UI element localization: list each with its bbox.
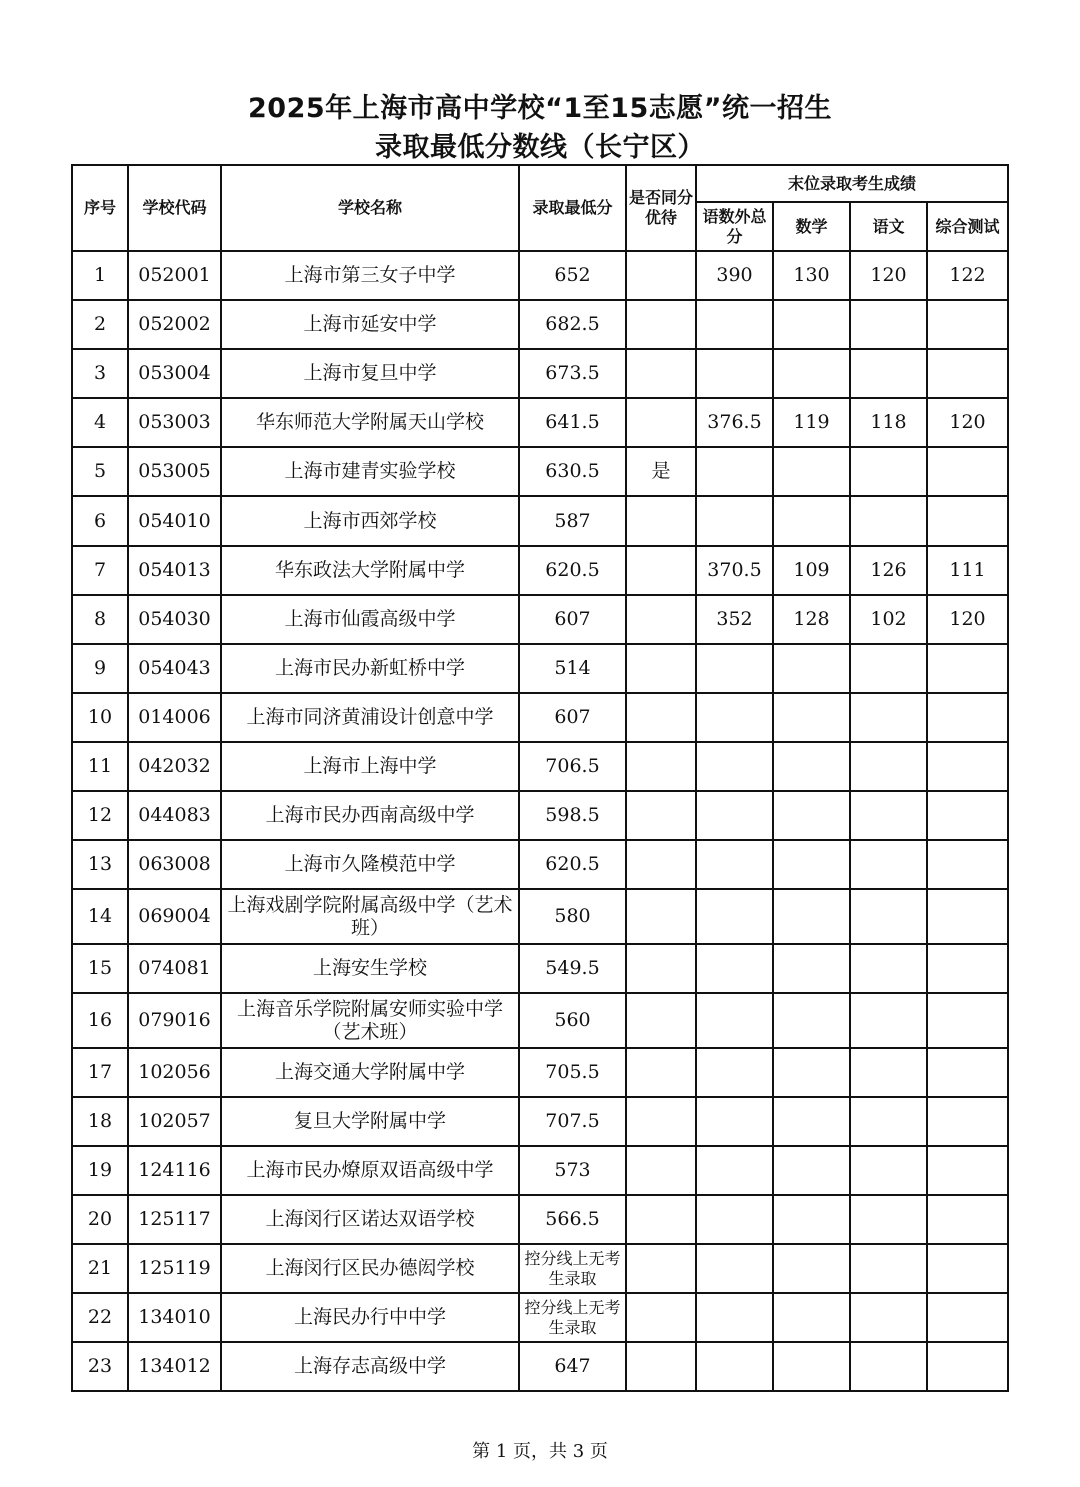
- row-index-cell: 3: [72, 349, 128, 398]
- tie-priority-cell: [626, 595, 696, 644]
- row-index-cell: 7: [72, 546, 128, 595]
- tie-priority-cell: [626, 644, 696, 693]
- last-comprehensive-cell: 111: [927, 546, 1008, 595]
- last-chinese-cell: [850, 1048, 927, 1097]
- row-index-cell: 16: [72, 993, 128, 1048]
- last-comprehensive-cell: [927, 1048, 1008, 1097]
- last-total-cell: 352: [696, 595, 773, 644]
- min-score-cell: 630.5: [519, 447, 626, 496]
- table-row: [72, 398, 1008, 447]
- last-chinese-cell: [850, 1342, 927, 1391]
- school-name-cell: 上海音乐学院附属安师实验中学（艺术班）: [221, 993, 519, 1048]
- table-row: [72, 1244, 1008, 1293]
- school-name-cell: 华东政法大学附属中学: [221, 546, 519, 595]
- last-comprehensive-cell: 122: [927, 251, 1008, 300]
- row-index-cell: 9: [72, 644, 128, 693]
- table-row: [72, 1097, 1008, 1146]
- last-comprehensive-cell: [927, 889, 1008, 944]
- tie-priority-cell: [626, 840, 696, 889]
- last-total-cell: [696, 349, 773, 398]
- last-total-cell: [696, 993, 773, 1048]
- last-math-cell: [773, 1293, 850, 1342]
- row-index-cell: 2: [72, 300, 128, 349]
- tie-priority-cell: [626, 300, 696, 349]
- last-chinese-cell: [850, 1195, 927, 1244]
- row-index-cell: 8: [72, 595, 128, 644]
- min-score-cell: 620.5: [519, 840, 626, 889]
- school-code-cell: 054030: [128, 595, 221, 644]
- school-name-cell: 华东师范大学附属天山学校: [221, 398, 519, 447]
- last-chinese-cell: [850, 944, 927, 993]
- min-score-cell: 549.5: [519, 944, 626, 993]
- min-score-cell: 控分线上无考生录取: [519, 1244, 626, 1293]
- min-score-cell: 560: [519, 993, 626, 1048]
- table-row: [72, 1195, 1008, 1244]
- last-math-cell: [773, 1097, 850, 1146]
- last-math-cell: [773, 496, 850, 546]
- last-math-cell: [773, 1244, 850, 1293]
- row-index-cell: 1: [72, 251, 128, 300]
- last-total-cell: [696, 1097, 773, 1146]
- last-total-cell: [696, 840, 773, 889]
- min-score-cell: 706.5: [519, 742, 626, 791]
- min-score-cell: 707.5: [519, 1097, 626, 1146]
- school-name-cell: 上海安生学校: [221, 944, 519, 993]
- school-code-cell: 054013: [128, 546, 221, 595]
- school-name-cell: 上海存志高级中学: [221, 1342, 519, 1391]
- tie-priority-cell: [626, 398, 696, 447]
- tie-priority-cell: [626, 1195, 696, 1244]
- school-name-cell: 上海市民办新虹桥中学: [221, 644, 519, 693]
- tie-priority-cell: [626, 1244, 696, 1293]
- tie-priority-cell: [626, 889, 696, 944]
- tie-priority-cell: [626, 1146, 696, 1195]
- last-comprehensive-cell: [927, 496, 1008, 546]
- school-code-cell: 079016: [128, 993, 221, 1048]
- school-code-cell: 134012: [128, 1342, 221, 1391]
- last-comprehensive-cell: [927, 944, 1008, 993]
- school-name-cell: 上海市仙霞高级中学: [221, 595, 519, 644]
- row-index-cell: 13: [72, 840, 128, 889]
- tie-priority-cell: [626, 1097, 696, 1146]
- school-code-cell: 054010: [128, 496, 221, 546]
- last-total-cell: [696, 742, 773, 791]
- last-total-cell: 390: [696, 251, 773, 300]
- last-total-cell: [696, 1293, 773, 1342]
- last-chinese-cell: [850, 993, 927, 1048]
- row-index-cell: 22: [72, 1293, 128, 1342]
- tie-priority-cell: [626, 944, 696, 993]
- header-index: 序号: [72, 165, 128, 251]
- school-code-cell: 042032: [128, 742, 221, 791]
- last-comprehensive-cell: [927, 1195, 1008, 1244]
- document-title-line-2: 录取最低分数线（长宁区）: [375, 132, 705, 163]
- last-total-cell: [696, 300, 773, 349]
- tie-priority-cell: 是: [626, 447, 696, 496]
- min-score-cell: 682.5: [519, 300, 626, 349]
- row-index-cell: 23: [72, 1342, 128, 1391]
- admission-score-table: [71, 164, 1009, 1392]
- row-index-cell: 11: [72, 742, 128, 791]
- last-chinese-cell: [850, 1293, 927, 1342]
- last-chinese-cell: [850, 1097, 927, 1146]
- min-score-cell: 607: [519, 693, 626, 742]
- header-sub-chinese: 语文: [850, 202, 927, 251]
- last-math-cell: [773, 1048, 850, 1097]
- last-comprehensive-cell: 120: [927, 398, 1008, 447]
- last-math-cell: [773, 993, 850, 1048]
- last-comprehensive-cell: [927, 742, 1008, 791]
- min-score-cell: 652: [519, 251, 626, 300]
- school-code-cell: 063008: [128, 840, 221, 889]
- last-total-cell: [696, 1244, 773, 1293]
- tie-priority-cell: [626, 993, 696, 1048]
- last-comprehensive-cell: 120: [927, 595, 1008, 644]
- min-score-cell: 641.5: [519, 398, 626, 447]
- last-math-cell: 119: [773, 398, 850, 447]
- last-total-cell: [696, 889, 773, 944]
- header-school-code: 学校代码: [128, 165, 221, 251]
- min-score-cell: 598.5: [519, 791, 626, 840]
- last-comprehensive-cell: [927, 1342, 1008, 1391]
- last-chinese-cell: 120: [850, 251, 927, 300]
- table-row: [72, 889, 1008, 944]
- row-index-cell: 5: [72, 447, 128, 496]
- last-chinese-cell: [850, 644, 927, 693]
- school-code-cell: 052001: [128, 251, 221, 300]
- table-body: [72, 251, 1008, 1391]
- row-index-cell: 10: [72, 693, 128, 742]
- last-total-cell: 370.5: [696, 546, 773, 595]
- table-row: [72, 693, 1008, 742]
- row-index-cell: 20: [72, 1195, 128, 1244]
- school-name-cell: 上海闵行区民办德闳学校: [221, 1244, 519, 1293]
- table-row: [72, 349, 1008, 398]
- row-index-cell: 19: [72, 1146, 128, 1195]
- table-row: [72, 447, 1008, 496]
- last-math-cell: [773, 742, 850, 791]
- header-sub-math: 数学: [773, 202, 850, 251]
- school-name-cell: 上海市第三女子中学: [221, 251, 519, 300]
- last-chinese-cell: 126: [850, 546, 927, 595]
- row-index-cell: 4: [72, 398, 128, 447]
- last-comprehensive-cell: [927, 1097, 1008, 1146]
- last-comprehensive-cell: [927, 993, 1008, 1048]
- row-index-cell: 12: [72, 791, 128, 840]
- header-sub-comprehensive: 综合测试: [927, 202, 1008, 251]
- table-row: [72, 546, 1008, 595]
- last-math-cell: [773, 447, 850, 496]
- header-school-name: 学校名称: [221, 165, 519, 251]
- table-row: [72, 1048, 1008, 1097]
- last-comprehensive-cell: [927, 1146, 1008, 1195]
- school-name-cell: 上海民办行中中学: [221, 1293, 519, 1342]
- last-chinese-cell: [850, 1244, 927, 1293]
- school-code-cell: 102057: [128, 1097, 221, 1146]
- last-comprehensive-cell: [927, 791, 1008, 840]
- last-chinese-cell: [850, 496, 927, 546]
- tie-priority-cell: [626, 1293, 696, 1342]
- school-name-cell: 上海市建青实验学校: [221, 447, 519, 496]
- last-total-cell: [696, 496, 773, 546]
- last-chinese-cell: [850, 349, 927, 398]
- last-math-cell: [773, 840, 850, 889]
- tie-priority-cell: [626, 693, 696, 742]
- table-row: [72, 1342, 1008, 1391]
- table-row: [72, 1293, 1008, 1342]
- last-math-cell: 109: [773, 546, 850, 595]
- last-chinese-cell: [850, 889, 927, 944]
- min-score-cell: 647: [519, 1342, 626, 1391]
- last-chinese-cell: 118: [850, 398, 927, 447]
- table-row: [72, 496, 1008, 546]
- row-index-cell: 18: [72, 1097, 128, 1146]
- last-math-cell: [773, 1146, 850, 1195]
- school-name-cell: 上海戏剧学院附属高级中学（艺术班）: [221, 889, 519, 944]
- min-score-cell: 705.5: [519, 1048, 626, 1097]
- tie-priority-cell: [626, 251, 696, 300]
- table-row: [72, 840, 1008, 889]
- tie-priority-cell: [626, 791, 696, 840]
- last-math-cell: 130: [773, 251, 850, 300]
- table-row: [72, 300, 1008, 349]
- row-index-cell: 15: [72, 944, 128, 993]
- school-code-cell: 053005: [128, 447, 221, 496]
- last-chinese-cell: [850, 447, 927, 496]
- last-chinese-cell: 102: [850, 595, 927, 644]
- table-row: [72, 791, 1008, 840]
- page-footer: 第 1 页，共 3 页: [472, 1441, 608, 1462]
- min-score-cell: 607: [519, 595, 626, 644]
- school-code-cell: 102056: [128, 1048, 221, 1097]
- header-min-score: 录取最低分: [519, 165, 626, 251]
- min-score-cell: 566.5: [519, 1195, 626, 1244]
- header-last-admitted: 末位录取考生成绩: [696, 165, 1008, 202]
- tie-priority-cell: [626, 496, 696, 546]
- school-code-cell: 054043: [128, 644, 221, 693]
- last-comprehensive-cell: [927, 447, 1008, 496]
- school-code-cell: 069004: [128, 889, 221, 944]
- last-math-cell: [773, 944, 850, 993]
- last-comprehensive-cell: [927, 349, 1008, 398]
- last-chinese-cell: [850, 693, 927, 742]
- min-score-cell: 573: [519, 1146, 626, 1195]
- school-code-cell: 044083: [128, 791, 221, 840]
- table-row: [72, 742, 1008, 791]
- last-chinese-cell: [850, 1146, 927, 1195]
- school-name-cell: 上海市延安中学: [221, 300, 519, 349]
- row-index-cell: 14: [72, 889, 128, 944]
- last-total-cell: [696, 1195, 773, 1244]
- last-math-cell: [773, 644, 850, 693]
- school-code-cell: 125119: [128, 1244, 221, 1293]
- last-chinese-cell: [850, 791, 927, 840]
- min-score-cell: 514: [519, 644, 626, 693]
- school-code-cell: 014006: [128, 693, 221, 742]
- min-score-cell: 控分线上无考生录取: [519, 1293, 626, 1342]
- last-math-cell: [773, 349, 850, 398]
- school-name-cell: 上海市上海中学: [221, 742, 519, 791]
- row-index-cell: 17: [72, 1048, 128, 1097]
- school-name-cell: 上海市民办西南高级中学: [221, 791, 519, 840]
- last-total-cell: [696, 1146, 773, 1195]
- last-math-cell: [773, 791, 850, 840]
- row-index-cell: 6: [72, 496, 128, 546]
- min-score-cell: 587: [519, 496, 626, 546]
- school-name-cell: 上海市同济黄浦设计创意中学: [221, 693, 519, 742]
- table-row: [72, 595, 1008, 644]
- school-code-cell: 134010: [128, 1293, 221, 1342]
- last-math-cell: [773, 1195, 850, 1244]
- table-row: [72, 1146, 1008, 1195]
- school-name-cell: 上海市西郊学校: [221, 496, 519, 546]
- row-index-cell: 21: [72, 1244, 128, 1293]
- last-comprehensive-cell: [927, 840, 1008, 889]
- school-code-cell: 125117: [128, 1195, 221, 1244]
- school-code-cell: 053003: [128, 398, 221, 447]
- table-row: [72, 993, 1008, 1048]
- table-row: [72, 251, 1008, 300]
- school-name-cell: 上海市民办燎原双语高级中学: [221, 1146, 519, 1195]
- last-math-cell: [773, 300, 850, 349]
- last-math-cell: [773, 1342, 850, 1391]
- last-total-cell: [696, 1048, 773, 1097]
- table-row: [72, 944, 1008, 993]
- school-name-cell: 复旦大学附属中学: [221, 1097, 519, 1146]
- min-score-cell: 620.5: [519, 546, 626, 595]
- tie-priority-cell: [626, 1048, 696, 1097]
- last-comprehensive-cell: [927, 300, 1008, 349]
- header-tie-priority: 是否同分优待: [626, 165, 696, 251]
- min-score-cell: 580: [519, 889, 626, 944]
- last-chinese-cell: [850, 840, 927, 889]
- last-total-cell: 376.5: [696, 398, 773, 447]
- tie-priority-cell: [626, 1342, 696, 1391]
- last-chinese-cell: [850, 300, 927, 349]
- last-math-cell: [773, 693, 850, 742]
- last-total-cell: [696, 447, 773, 496]
- last-math-cell: 128: [773, 595, 850, 644]
- tie-priority-cell: [626, 546, 696, 595]
- school-code-cell: 052002: [128, 300, 221, 349]
- last-total-cell: [696, 693, 773, 742]
- last-math-cell: [773, 889, 850, 944]
- school-code-cell: 124116: [128, 1146, 221, 1195]
- last-total-cell: [696, 644, 773, 693]
- school-name-cell: 上海闵行区诺达双语学校: [221, 1195, 519, 1244]
- table-row: [72, 644, 1008, 693]
- school-name-cell: 上海交通大学附属中学: [221, 1048, 519, 1097]
- school-name-cell: 上海市复旦中学: [221, 349, 519, 398]
- last-comprehensive-cell: [927, 1244, 1008, 1293]
- header-sub-total: 语数外总分: [696, 202, 773, 251]
- school-code-cell: 074081: [128, 944, 221, 993]
- min-score-cell: 673.5: [519, 349, 626, 398]
- school-code-cell: 053004: [128, 349, 221, 398]
- last-comprehensive-cell: [927, 1293, 1008, 1342]
- document-title-line-1: 2025年上海市高中学校“1至15志愿”统一招生: [248, 93, 832, 124]
- tie-priority-cell: [626, 742, 696, 791]
- last-total-cell: [696, 1342, 773, 1391]
- last-total-cell: [696, 944, 773, 993]
- last-comprehensive-cell: [927, 693, 1008, 742]
- last-comprehensive-cell: [927, 644, 1008, 693]
- last-chinese-cell: [850, 742, 927, 791]
- school-name-cell: 上海市久隆模范中学: [221, 840, 519, 889]
- tie-priority-cell: [626, 349, 696, 398]
- last-total-cell: [696, 791, 773, 840]
